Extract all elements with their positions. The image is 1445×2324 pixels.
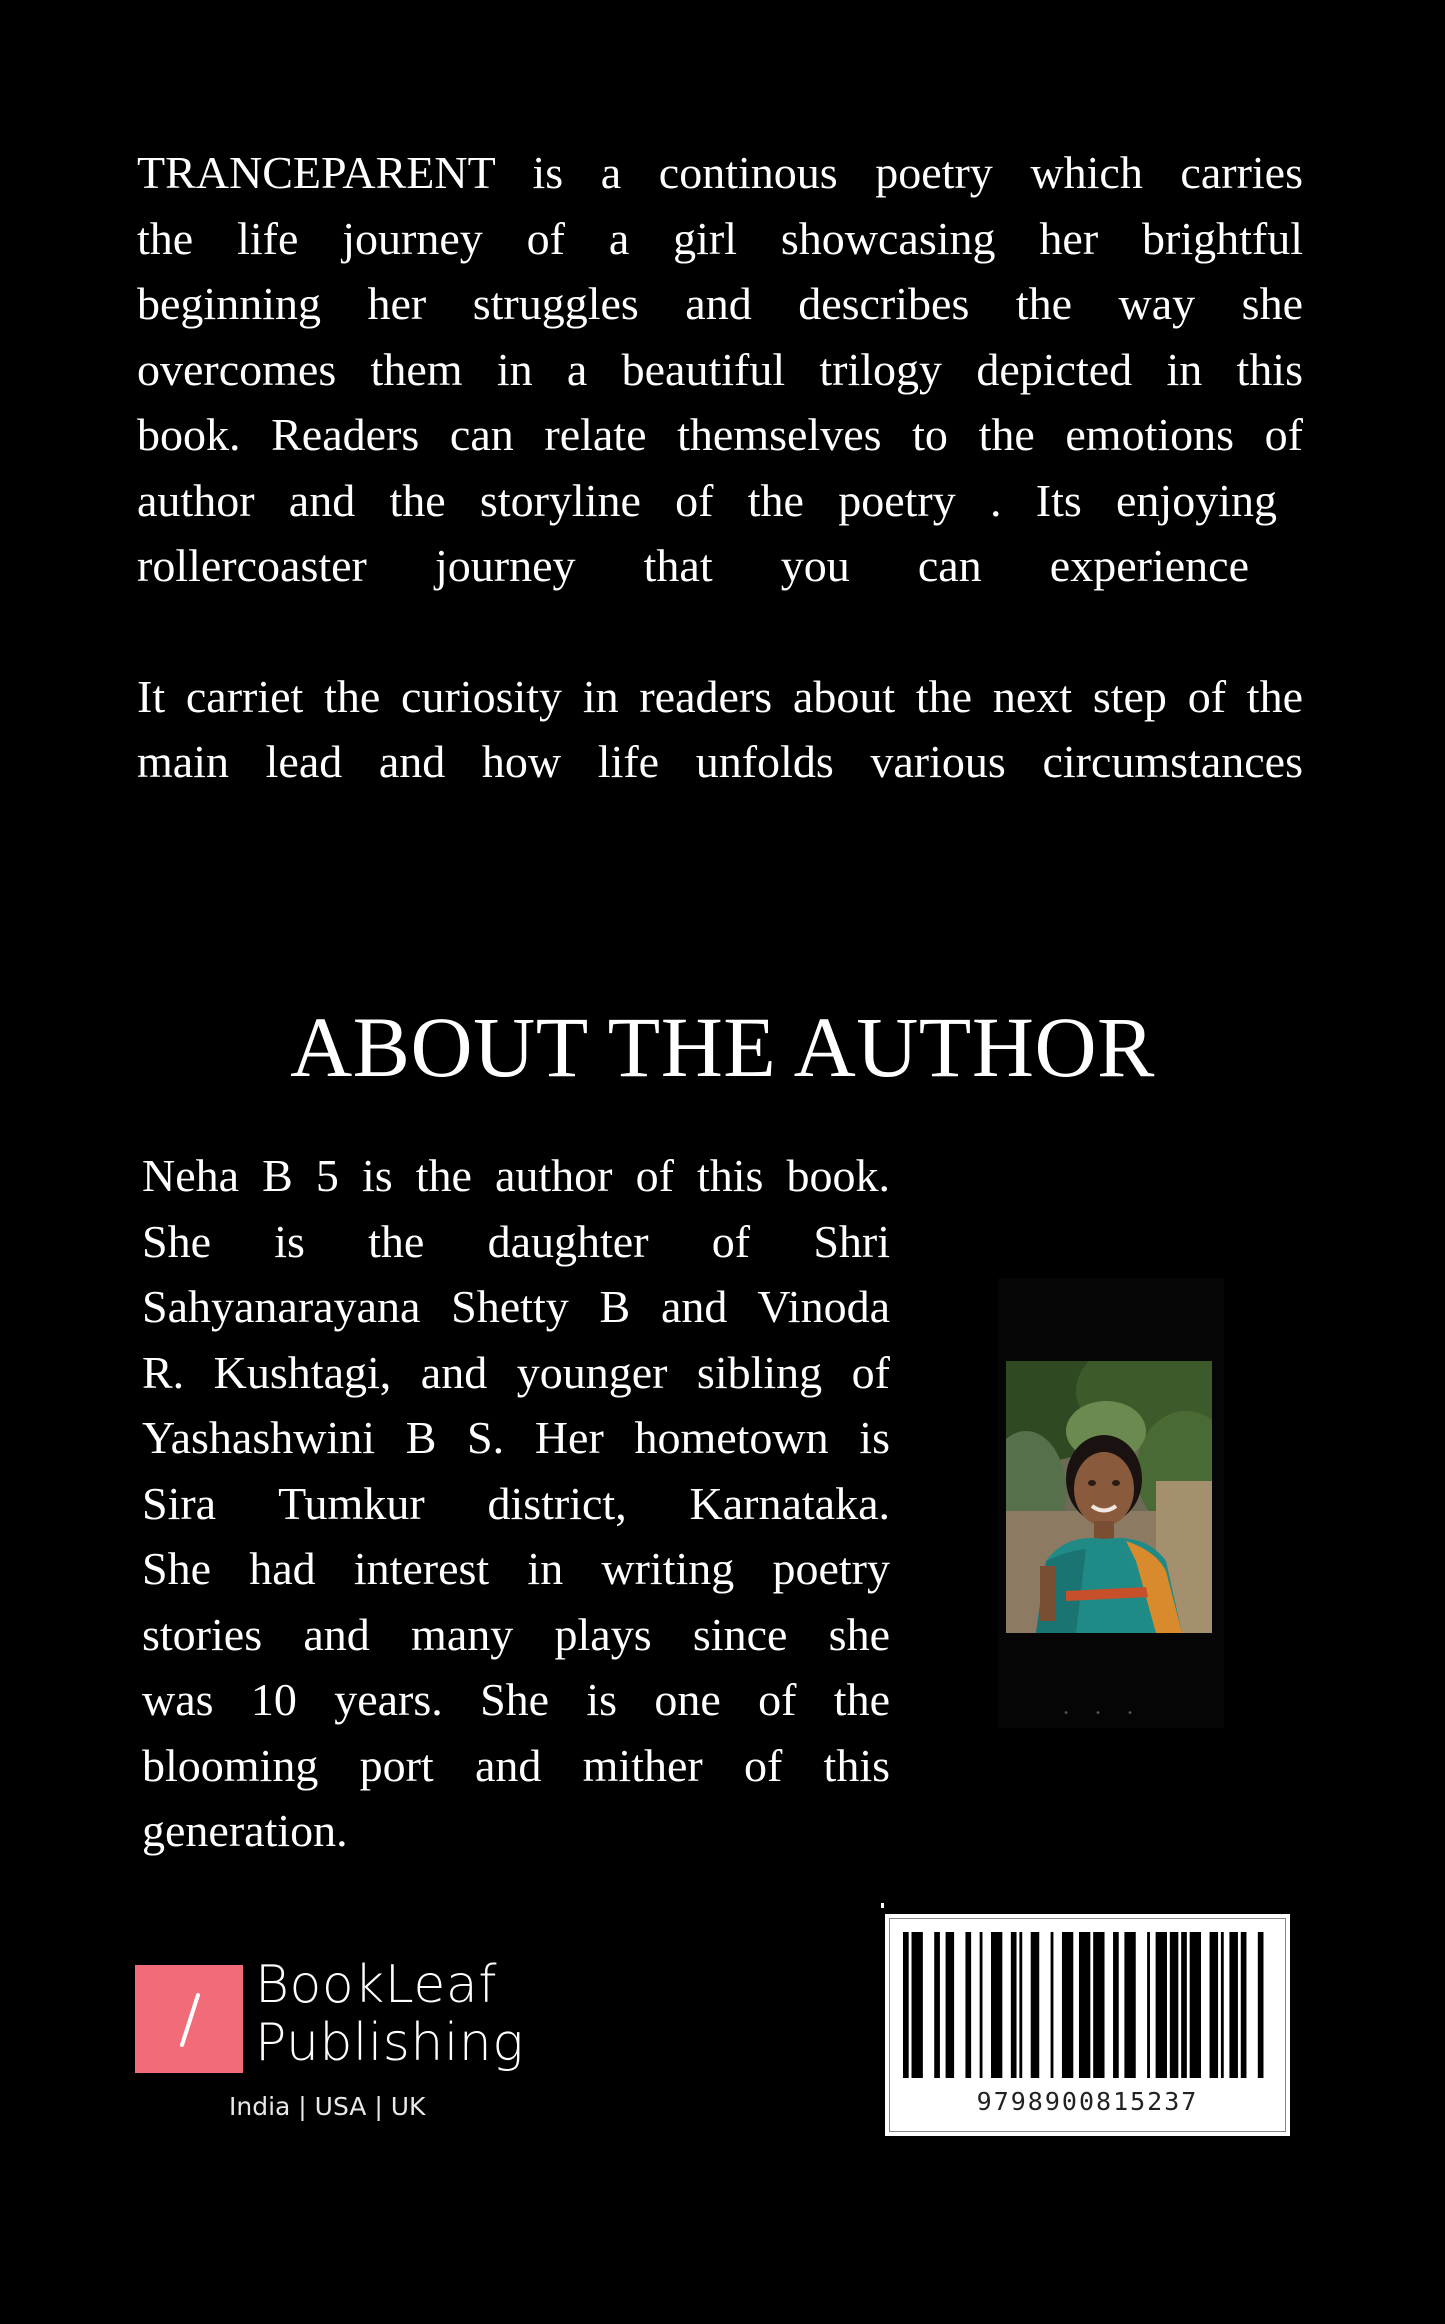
barcode-bar (946, 1932, 955, 2078)
barcode-bar (1258, 1932, 1264, 2078)
blurb-paragraph-1 (137, 140, 1303, 599)
bio-line: Neha B 5 is the author of this book. (142, 1150, 890, 1201)
author-portrait-icon (1006, 1361, 1212, 1633)
barcode-bar (991, 1932, 1002, 2078)
blurb-line: beginning her struggles and describes the way she (137, 278, 1303, 329)
bio-line: generation. (142, 1805, 348, 1856)
bio-line: Sahyanarayana Shetty B and Vinoda (142, 1281, 890, 1332)
tick-mark (881, 1903, 884, 1908)
photo-dots: ••• (1063, 1708, 1159, 1719)
book-blurb (137, 140, 1303, 795)
author-photo-frame (998, 1278, 1224, 1728)
barcode-bar (1011, 1932, 1017, 2078)
blurb-line: the life journey of a girl showcasing her brightful (137, 212, 1303, 264)
blurb-line: main lead and how life unfolds various circumstances (137, 736, 1303, 787)
bio-line: was 10 years. She is one of the (142, 1674, 890, 1725)
barcode-bar (1019, 1932, 1022, 2078)
barcode-bar (903, 1932, 909, 2078)
barcode-bar (1221, 1932, 1224, 2078)
barcode-icon (903, 1932, 1272, 2078)
barcode-bar (980, 1932, 983, 2078)
author-bio (142, 1143, 890, 1864)
blurb-paragraph-2 (137, 664, 1303, 795)
bio-line: R. Kushtagi, and younger sibling of (142, 1346, 890, 1398)
barcode-bar (1062, 1932, 1073, 2078)
barcode-bar (1124, 1932, 1135, 2078)
bio-line: stories and many plays since she (142, 1608, 890, 1660)
bio-line: Yashashwini B S. Her hometown is (142, 1412, 890, 1463)
isbn-barcode (885, 1914, 1290, 2136)
barcode-bar (934, 1932, 940, 2078)
barcode-bar (1093, 1932, 1104, 2078)
barcode-digits: 9798900815237 (976, 2087, 1199, 2116)
barcode-bar (1113, 1932, 1119, 2078)
bio-line: Sira Tumkur district, Karnataka. (142, 1477, 890, 1529)
barcode-bar (965, 1932, 971, 2078)
publisher-name-line-2: Publishing (255, 2013, 524, 2073)
barcode-bar (1079, 1932, 1090, 2078)
bio-line: She is the daughter of Shri (142, 1215, 890, 1267)
slash-icon (135, 1962, 243, 2070)
barcode-bar (1181, 1932, 1187, 2078)
about-author-heading: ABOUT THE AUTHOR (290, 999, 1155, 1095)
blurb-line: book. Readers can relate themselves to the emotions of (137, 409, 1303, 460)
barcode-bar (1051, 1932, 1054, 2078)
barcode-bar (1156, 1932, 1167, 2078)
publisher-name-line-1: BookLeaf (255, 1955, 498, 2015)
barcode-bar (1229, 1932, 1238, 2078)
publisher-countries: India | USA | UK (229, 2092, 426, 2121)
barcode-bar (1031, 1932, 1040, 2078)
blurb-line: It carriet the curiosity in readers about the next step of the (137, 670, 1303, 722)
barcode-bar (1190, 1932, 1201, 2078)
blurb-line: overcomes them in a beautiful trilogy depicted in this (137, 343, 1303, 395)
barcode-bar (1170, 1932, 1179, 2078)
publisher-name (255, 1956, 524, 2072)
blurb-line: TRANCEPARENT is a continous poetry which carries (137, 147, 1303, 198)
blurb-line: rollercoaster journey that you can experience (137, 540, 1249, 591)
barcode-bar (1210, 1932, 1219, 2078)
barcode-bar (912, 1932, 923, 2078)
publisher-logo (135, 1955, 555, 2132)
barcode-bar (1147, 1932, 1150, 2078)
blurb-line: author and the storyline of the poetry . Its enjoying (137, 474, 1277, 526)
barcode-bar (1241, 1932, 1247, 2078)
bio-line: She had interest in writing poetry (142, 1543, 890, 1594)
bio-line: blooming port and mither of this (142, 1739, 890, 1791)
